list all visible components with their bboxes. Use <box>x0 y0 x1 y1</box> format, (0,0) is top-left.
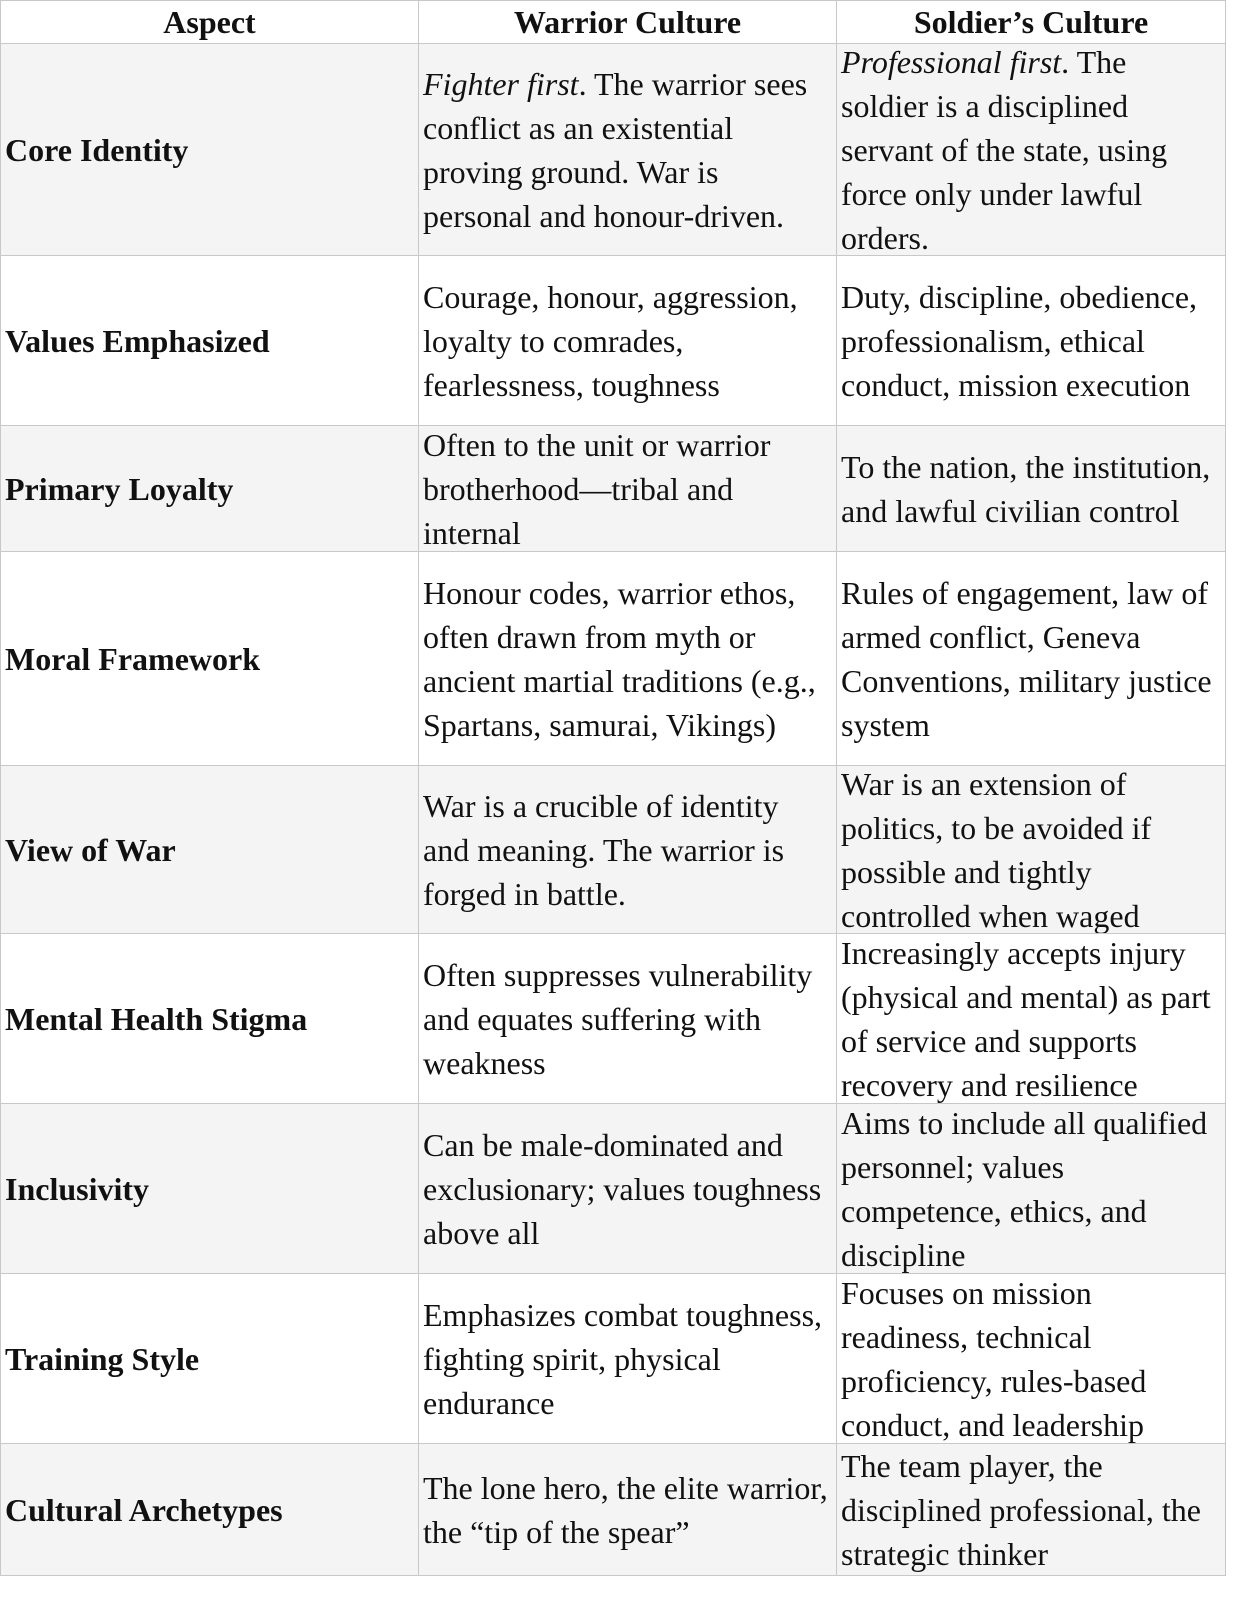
row-soldier: Focuses on mission readiness, technical proficiency, rules-based conduct, and leadership <box>836 1274 1226 1443</box>
table-row <box>0 552 1226 766</box>
row-soldier: The team player, the disciplined professional, the strategic thinker <box>836 1444 1226 1575</box>
table-row <box>0 1444 1226 1576</box>
header-soldiers-culture: Soldier’s Culture <box>836 1 1226 43</box>
row-aspect: Values Emphasized <box>0 256 418 425</box>
row-soldier: To the nation, the institution, and lawful civilian control <box>836 426 1226 551</box>
row-aspect: Core Identity <box>0 44 418 255</box>
row-soldier: Rules of engagement, law of armed conflict, Geneva Conventions, military justice system <box>836 552 1226 765</box>
header-warrior-culture: Warrior Culture <box>418 1 836 43</box>
row-soldier: Aims to include all qualified personnel; values competence, ethics, and discipline <box>836 1104 1226 1273</box>
row-warrior: Often suppresses vulnerability and equates suffering with weakness <box>418 934 836 1103</box>
soldier-text: . The soldier is a disciplined servant of the state, using force only under lawful orders. <box>841 44 1168 255</box>
row-warrior: The lone hero, the elite warrior, the “tip of the spear” <box>418 1444 836 1575</box>
table-row <box>0 934 1226 1104</box>
row-warrior: Honour codes, warrior ethos, often drawn from myth or ancient martial traditions (e.g., Spartans, samurai, Vikings) <box>418 552 836 765</box>
soldier-lead: Professional first <box>841 44 1062 80</box>
row-aspect: Primary Loyalty <box>0 426 418 551</box>
warrior-text: . The warrior sees conflict as an existential proving ground. War is personal and honour-driven. <box>423 65 808 234</box>
row-soldier: War is an extension of politics, to be avoided if possible and tightly controlled when waged <box>836 766 1226 933</box>
table-row <box>0 44 1226 256</box>
table-row <box>0 766 1226 934</box>
table-row <box>0 1104 1226 1274</box>
warrior-lead: Fighter first <box>423 65 579 102</box>
table-row <box>0 256 1226 426</box>
row-aspect: Mental Health Stigma <box>0 934 418 1103</box>
row-warrior <box>418 44 836 255</box>
row-aspect: Training Style <box>0 1274 418 1443</box>
row-soldier: Duty, discipline, obedience, professionalism, ethical conduct, mission execution <box>836 256 1226 425</box>
table-header-row <box>0 0 1226 44</box>
header-aspect: Aspect <box>0 1 418 43</box>
row-warrior: Can be male-dominated and exclusionary; values toughness above all <box>418 1104 836 1273</box>
row-warrior: Courage, honour, aggression, loyalty to comrades, fearlessness, toughness <box>418 256 836 425</box>
row-soldier: Increasingly accepts injury (physical and mental) as part of service and supports recovery and resilience <box>836 934 1226 1103</box>
row-aspect: Cultural Archetypes <box>0 1444 418 1575</box>
row-warrior: Emphasizes combat toughness, fighting spirit, physical endurance <box>418 1274 836 1443</box>
table-row <box>0 426 1226 552</box>
row-aspect: Inclusivity <box>0 1104 418 1273</box>
row-soldier <box>836 44 1226 255</box>
row-warrior: Often to the unit or warrior brotherhood—tribal and internal <box>418 426 836 551</box>
row-aspect: Moral Framework <box>0 552 418 765</box>
row-aspect: View of War <box>0 766 418 933</box>
row-warrior: War is a crucible of identity and meaning. The warrior is forged in battle. <box>418 766 836 933</box>
table-row <box>0 1274 1226 1444</box>
